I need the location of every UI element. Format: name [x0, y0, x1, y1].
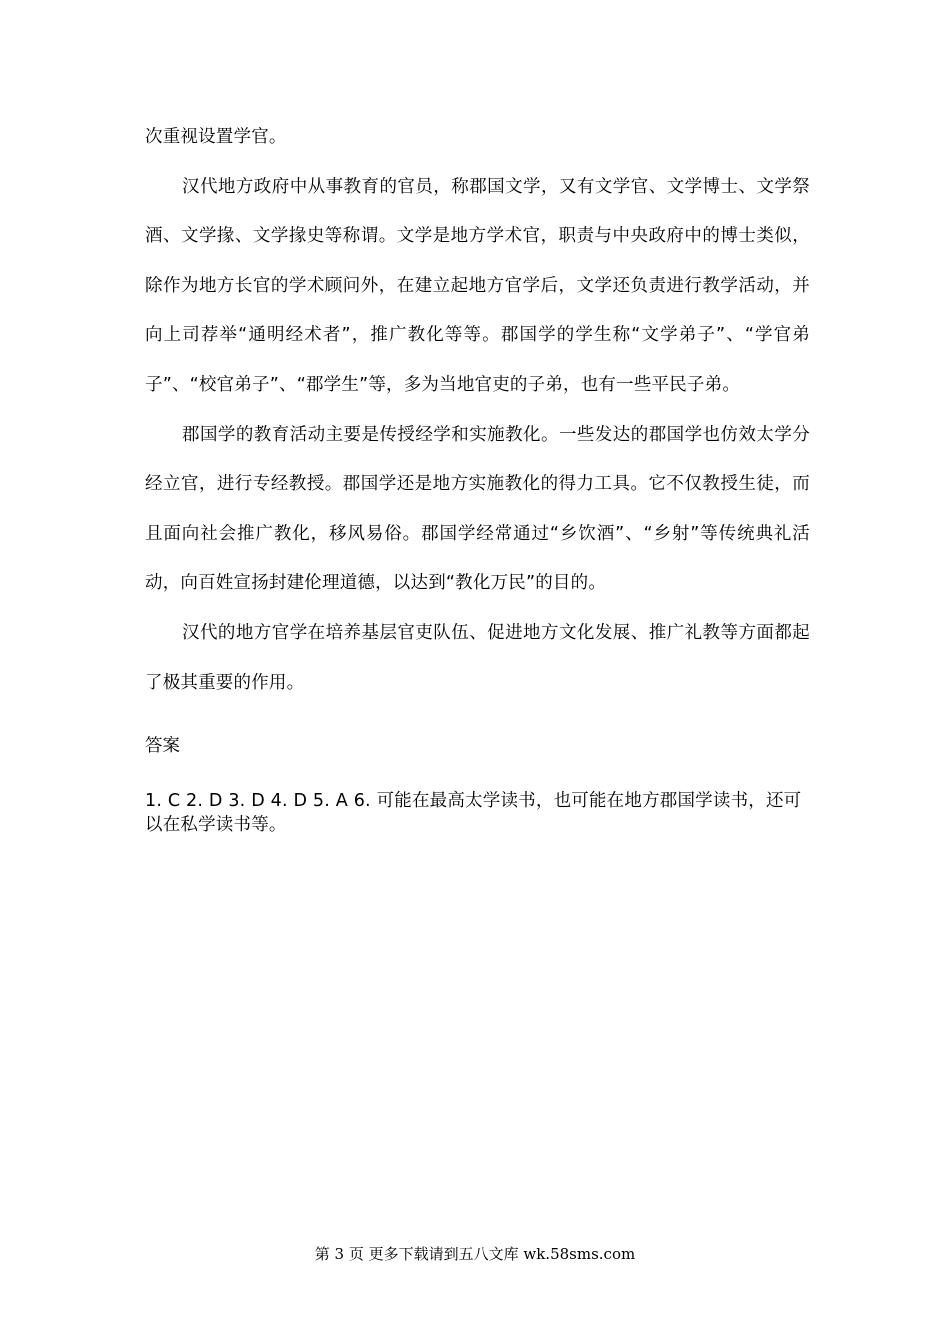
paragraph-continuation: 次重视设置学官。 — [145, 127, 287, 147]
page-footer: 第 3 页 更多下载请到五八文库 wk.58sms.com — [314, 1245, 636, 1263]
paragraph-local-officials: 汉代地方政府中从事教育的官员，称郡国文学，又有文学官、文学博士、文学祭酒、文学掾、文学掾史等称谓。文学是地方学术官，职责与中央政府中的博士类似，除作为地方长官的学术顾问外，在建立起地方官学后，文学还负责进行教学活动，并向上司荐举“通明经术者”，推广教化等等。郡国学的学生称“文学弟子”、“学官弟子”、“校官弟子”、“郡学生”等，多为当地官吏的子弟，也有一些平民子弟。 — [145, 176, 810, 395]
paragraph-significance: 汉代的地方官学在培养基层官吏队伍、促进地方文化发展、推广礼教等方面都起了极其重要的作用。 — [145, 622, 810, 693]
paragraph-education-activities: 郡国学的教育活动主要是传授经学和实施教化。一些发达的郡国学也仿效太学分经立官，进行专经教授。郡国学还是地方实施教化的得力工具。它不仅教授生徒，而且面向社会推广教化，移风易俗。郡国学经常通过“乡饮酒”、“乡射”等传统典礼活动，向百姓宣扬封建伦理道德，以达到“教化万民”的目的。 — [145, 424, 810, 594]
answer-heading: 答案 — [145, 736, 180, 757]
document-body — [145, 113, 810, 837]
answer-text: 1. C 2. D 3. D 4. D 5. A 6. 可能在最高太学读书，也可能在地方郡国学读书，还可以在私学读书等。 — [145, 790, 802, 835]
